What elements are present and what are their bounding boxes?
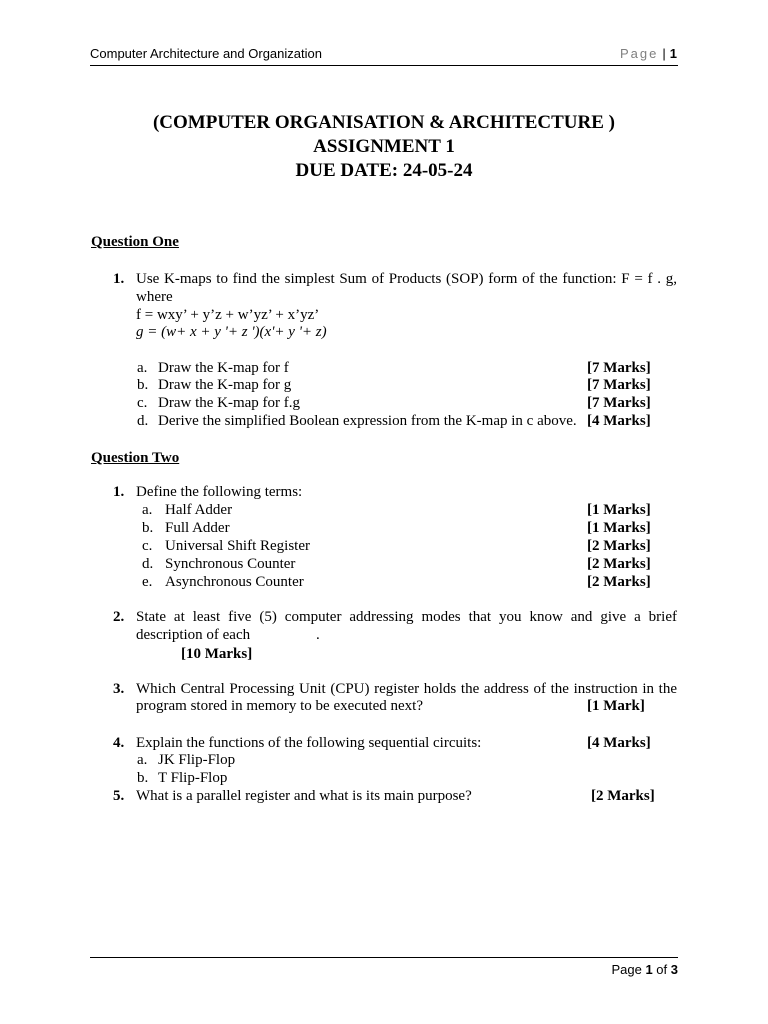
q2-part-e-marks: [2 Marks] (587, 574, 651, 590)
q1-part-c-text: Draw the K-map for f.g (158, 395, 301, 411)
q2-item2-number: 2. (113, 609, 125, 625)
q2-item2-marks: [10 Marks] (181, 646, 253, 662)
q2-item3-line1: Which Central Processing Unit (CPU) register holds the address of the instruction in the (136, 681, 677, 697)
q2-item2-line1: State at least five (5) computer addressing modes that you know and give a brief (136, 609, 677, 625)
q1-part-b-text: Draw the K-map for g (158, 377, 292, 393)
footer-rule (90, 957, 678, 958)
q2-part-e-letter: e. (142, 574, 153, 590)
q2-item3-marks: [1 Mark] (587, 698, 645, 714)
q1-part-b-marks: [7 Marks] (587, 377, 651, 393)
q2-part-c-text: Universal Shift Register (165, 538, 310, 554)
q2-item2-dot: . (316, 627, 320, 643)
q2-part-e-text: Asynchronous Counter (165, 574, 304, 590)
doc-title-line1: (COMPUTER ORGANISATION & ARCHITECTURE ) (152, 112, 615, 133)
q2-item4-text: Explain the functions of the following sequential circuits: (136, 735, 482, 751)
q2-item5-number: 5. (113, 788, 125, 804)
doc-title-line3: DUE DATE: 24-05-24 (295, 160, 473, 181)
header-rule (90, 65, 678, 66)
q2-item4-part-b-letter: b. (137, 770, 149, 786)
question-one-heading: Question One (91, 234, 179, 250)
header-page-number: 1 (669, 46, 677, 61)
q2-item2-line2: description of each (136, 627, 251, 643)
q1-item1-line1: Use K-maps to find the simplest Sum of Products (SOP) form of the function: F = f . g, (136, 271, 677, 287)
q2-item3-line2: program stored in memory to be executed next? (136, 698, 423, 714)
q1-part-d-text: Derive the simplified Boolean expression from the K-map in c above. (158, 413, 577, 429)
q2-part-a-marks: [1 Marks] (587, 502, 651, 518)
q1-part-a-text: Draw the K-map for f (158, 360, 289, 376)
q2-part-c-letter: c. (142, 538, 153, 554)
q2-part-b-text: Full Adder (165, 520, 230, 536)
footer-page-label: Page (611, 962, 642, 977)
q2-item4-number: 4. (113, 735, 125, 751)
q2-part-a-text: Half Adder (165, 502, 233, 518)
q2-part-d-text: Synchronous Counter (165, 556, 296, 572)
q2-part-d-marks: [2 Marks] (587, 556, 651, 572)
q2-item1-number: 1. (113, 484, 125, 500)
doc-title-line2: ASSIGNMENT 1 (313, 136, 455, 157)
header-separator: | (662, 46, 666, 61)
page-word: Page (620, 46, 659, 61)
q1-item1-line2: where (136, 289, 173, 305)
q1-part-d-letter: d. (137, 413, 149, 429)
q2-item5-marks: [2 Marks] (591, 788, 655, 804)
running-header-page (620, 46, 677, 61)
q2-part-c-marks: [2 Marks] (587, 538, 651, 554)
q1-part-d-marks: [4 Marks] (587, 413, 651, 429)
q2-item4-marks: [4 Marks] (587, 735, 651, 751)
footer-of-word: of (656, 962, 668, 977)
q1-part-a-marks: [7 Marks] (587, 360, 651, 376)
q1-function-g: g = (w+ x + y '+ z ')(x'+ y '+ z) (136, 324, 327, 340)
footer-current-page: 1 (645, 962, 653, 977)
q2-part-b-letter: b. (142, 520, 154, 536)
q1-function-f: f = wxy’ + y’z + w’yz’ + x’yz’ (136, 307, 320, 323)
q1-part-b-letter: b. (137, 377, 149, 393)
q2-part-b-marks: [1 Marks] (587, 520, 651, 536)
page-footer (611, 962, 678, 977)
q2-item4-part-a-text: JK Flip-Flop (158, 752, 236, 768)
q1-part-a-letter: a. (137, 360, 148, 376)
question-two-heading: Question Two (91, 450, 180, 466)
footer-total-pages: 3 (670, 962, 678, 977)
q2-item4-part-b-text: T Flip-Flop (158, 770, 228, 786)
q1-item1-number: 1. (113, 271, 125, 287)
q2-item5-text: What is a parallel register and what is its main purpose? (136, 788, 472, 804)
q2-part-d-letter: d. (142, 556, 154, 572)
q2-part-a-letter: a. (142, 502, 153, 518)
q1-part-c-marks: [7 Marks] (587, 395, 651, 411)
running-header-title: Computer Architecture and Organization (90, 46, 322, 61)
q2-item1-text: Define the following terms: (136, 484, 303, 500)
q1-part-c-letter: c. (137, 395, 148, 411)
q2-item4-part-a-letter: a. (137, 752, 148, 768)
q2-item3-number: 3. (113, 681, 125, 697)
